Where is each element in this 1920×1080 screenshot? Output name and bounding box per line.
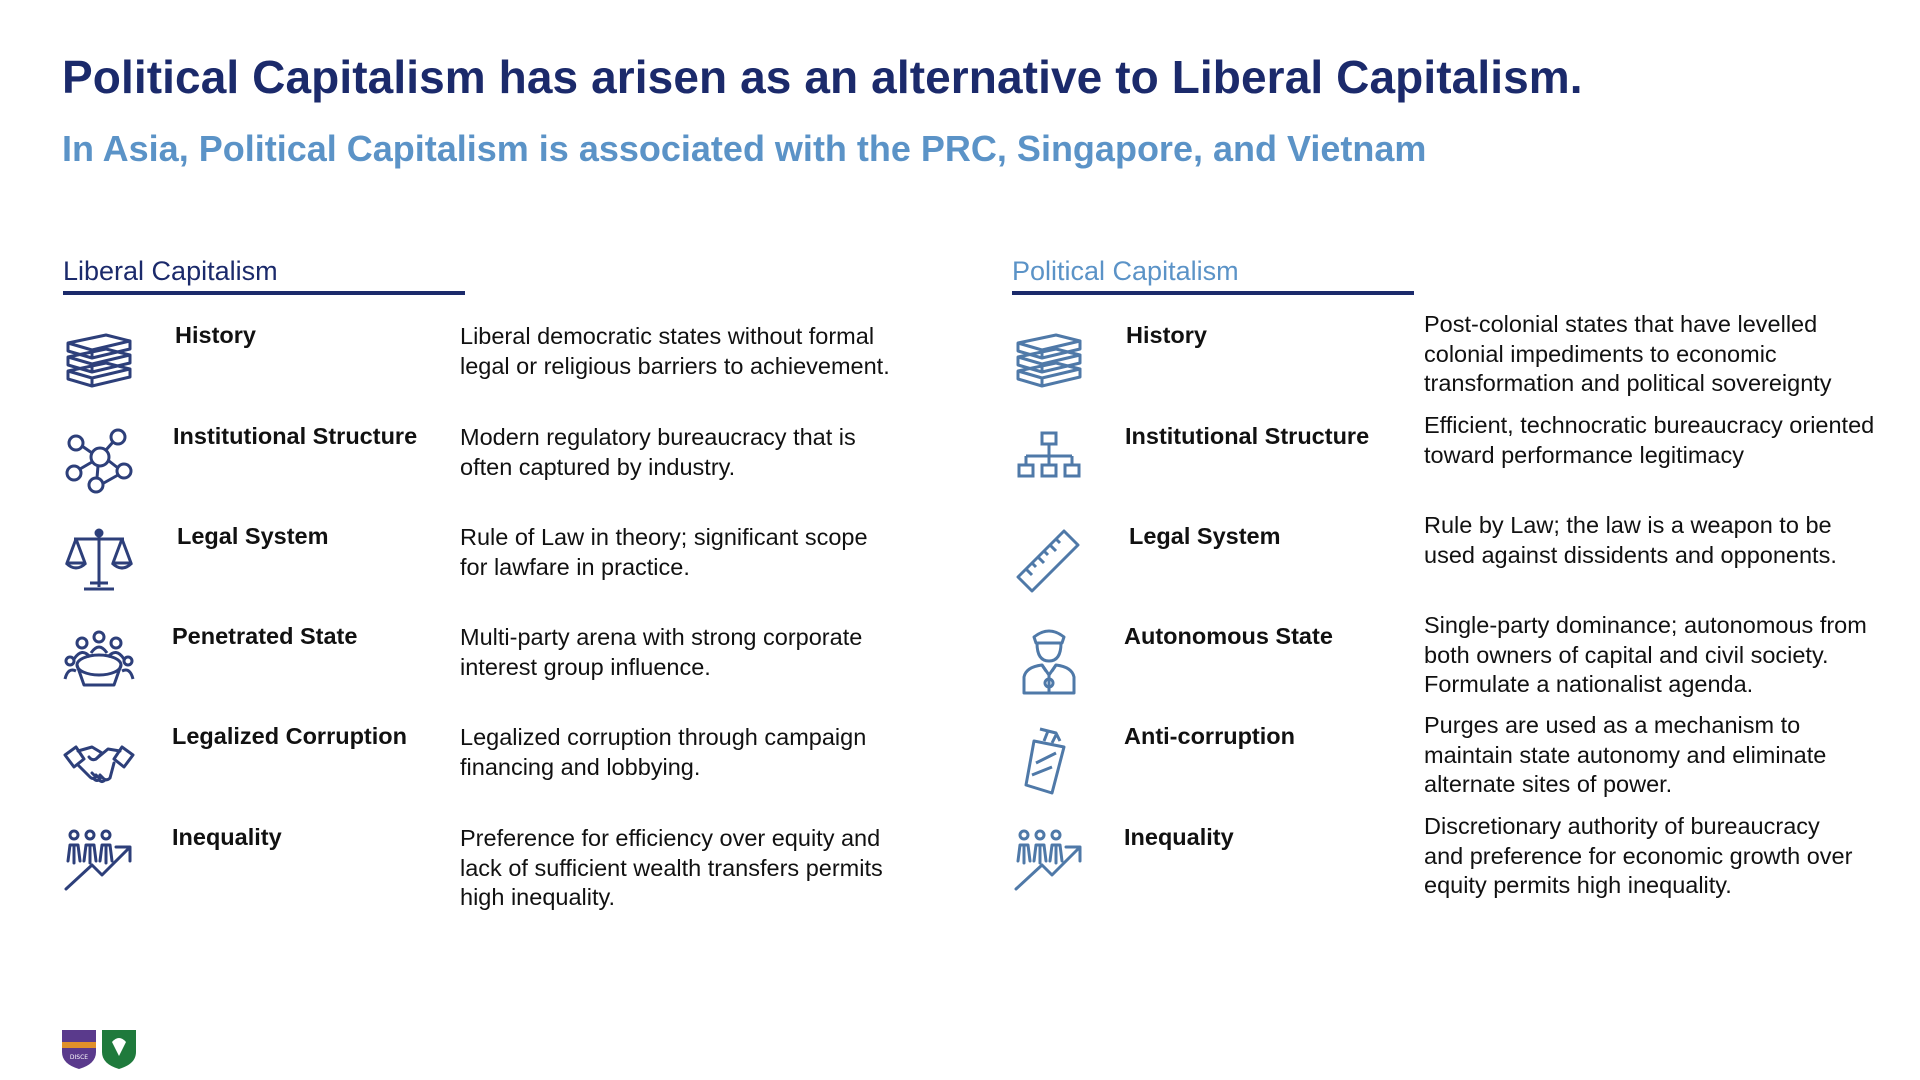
political-label-history: History (1126, 322, 1207, 348)
ruler-icon (1012, 523, 1086, 597)
political-label-institutional: Institutional Structure (1125, 423, 1370, 449)
network-icon (62, 423, 136, 497)
political-heading-rule (1012, 291, 1414, 295)
liberal-label-history: History (175, 322, 256, 348)
political-label-legal: Legal System (1129, 523, 1281, 549)
officer-icon (1012, 623, 1086, 697)
meeting-table-icon (62, 623, 136, 697)
liberal-label-corruption: Legalized Corruption (172, 723, 407, 749)
scales-icon (62, 523, 136, 597)
political-desc-inequality: Discretionary authority of bureaucracy and preference for economic growth over equity permits high inequality. (1424, 813, 1853, 898)
liberal-heading: Liberal Capitalism (63, 256, 278, 286)
political-heading: Political Capitalism (1012, 256, 1239, 286)
political-desc-institutional: Efficient, technocratic bureaucracy oriented toward performance legitimacy (1424, 412, 1875, 468)
liberal-heading-rule (63, 291, 465, 295)
liberal-desc-history: Liberal democratic states without formal legal or religious barriers to achievement. (460, 323, 890, 379)
bribe-icon (1012, 723, 1086, 797)
liberal-label-inequality: Inequality (172, 824, 282, 850)
liberal-desc-penetrated: Multi-party arena with strong corporate interest group influence. (460, 624, 863, 680)
page-subtitle: In Asia, Political Capitalism is associated with the PRC, Singapore, and Vietnam (62, 128, 1427, 169)
page-title: Political Capitalism has arisen as an alternative to Liberal Capitalism. (62, 51, 1583, 103)
institution-logo (60, 1028, 138, 1070)
political-label-anticorruption: Anti-corruption (1124, 723, 1295, 749)
logo-badge-text: DISCE (69, 1054, 89, 1061)
political-desc-history: Post-colonial states that have levelled colonial impediments to economic transformation and political sovereignty (1424, 311, 1832, 396)
political-desc-autonomous: Single-party dominance; autonomous from both owners of capital and civil society. Formulate a nationalist agenda. (1424, 612, 1867, 697)
political-label-inequality: Inequality (1124, 824, 1234, 850)
inequality-icon (62, 823, 136, 897)
inequality-icon (1012, 823, 1086, 897)
handshake-icon (62, 723, 136, 797)
liberal-desc-inequality: Preference for efficiency over equity and lack of sufficient wealth transfers permits high inequality. (460, 825, 883, 910)
political-label-autonomous: Autonomous State (1124, 623, 1333, 649)
political-desc-legal: Rule by Law; the law is a weapon to be used against dissidents and opponents. (1424, 512, 1837, 568)
liberal-label-institutional: Institutional Structure (173, 423, 418, 449)
liberal-label-penetrated: Penetrated State (172, 623, 358, 649)
liberal-desc-institutional: Modern regulatory bureaucracy that is often captured by industry. (460, 424, 856, 480)
org-chart-icon (1012, 423, 1086, 497)
liberal-desc-corruption: Legalized corruption through campaign financing and lobbying. (460, 724, 867, 780)
books-icon (62, 323, 136, 397)
liberal-desc-legal: Rule of Law in theory; significant scope for lawfare in practice. (460, 524, 868, 580)
liberal-label-legal: Legal System (177, 523, 329, 549)
books-icon (1012, 323, 1086, 397)
political-desc-anticorruption: Purges are used as a mechanism to maintain state autonomy and eliminate alternate sites of power. (1424, 712, 1827, 797)
